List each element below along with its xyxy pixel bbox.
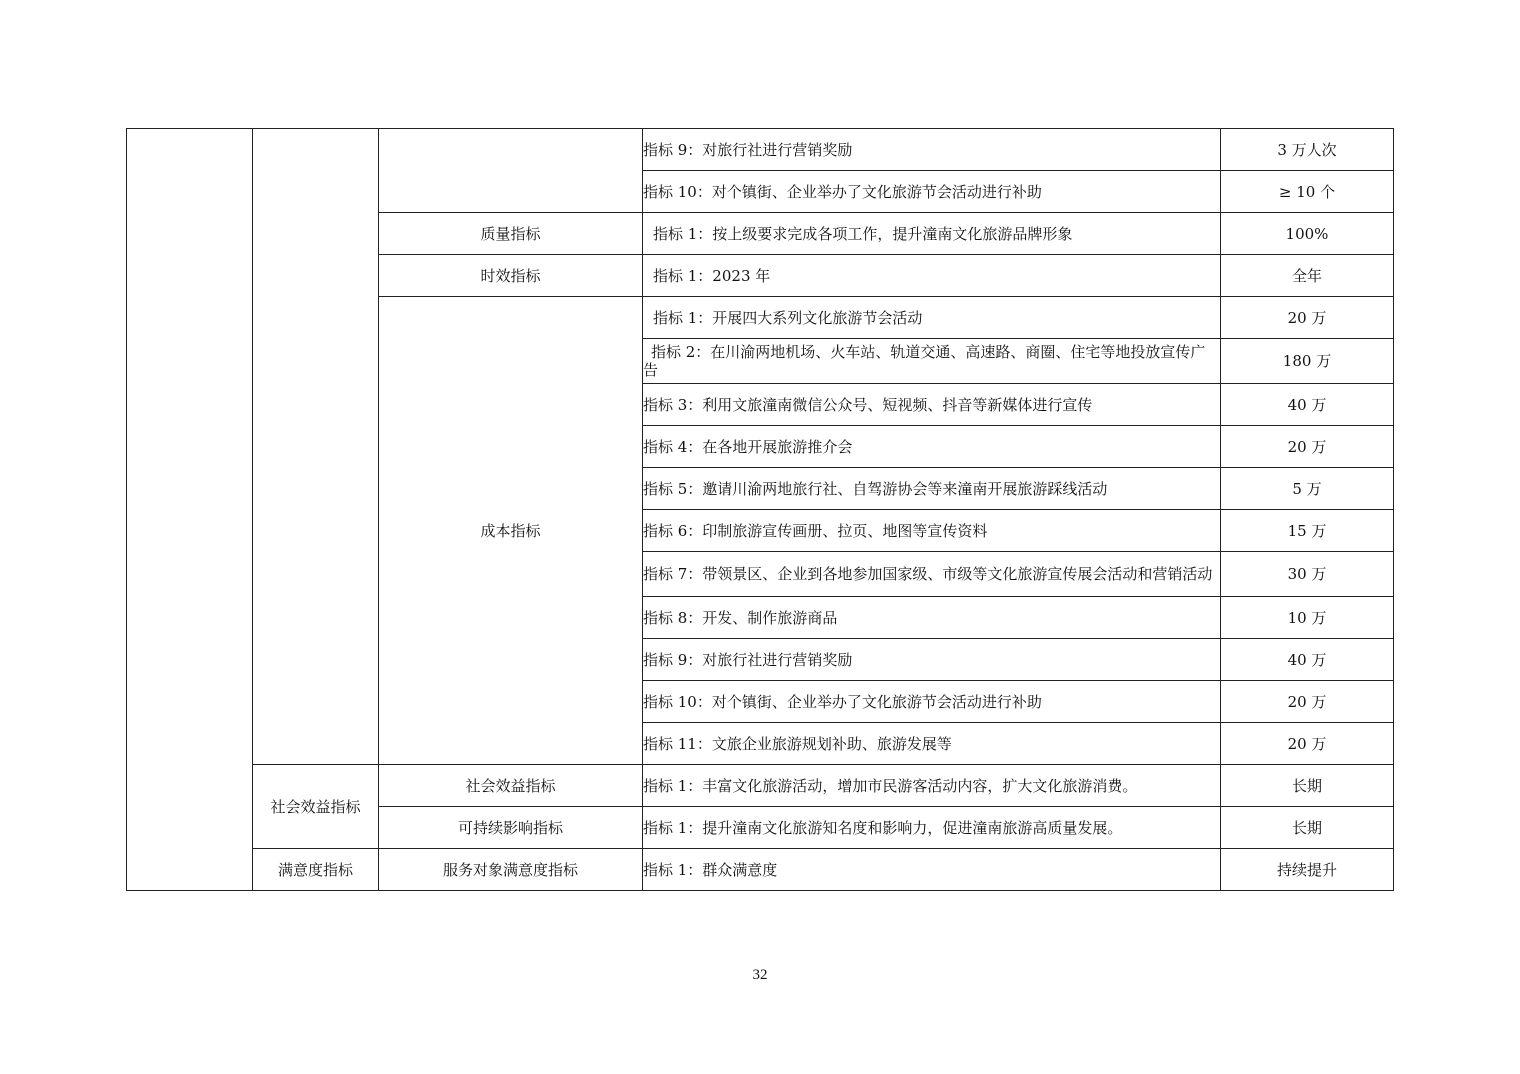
- indicator-cell: 指标 6：印制旅游宣传画册、拉页、地图等宣传资料: [643, 510, 1221, 552]
- indicator-cell: 指标 1：提升潼南文化旅游知名度和影响力，促进潼南旅游高质量发展。: [643, 807, 1221, 849]
- page-number: 32: [752, 967, 768, 983]
- indicator-cell: 指标 1：群众满意度: [643, 849, 1221, 891]
- benefit-label: 社会效益指标: [253, 765, 379, 849]
- value-cell: 180 万: [1221, 339, 1394, 384]
- indicator-cell: 指标 8：开发、制作旅游商品: [643, 597, 1221, 639]
- indicator-cell: 指标 10：对个镇街、企业举办了文化旅游节会活动进行补助: [643, 681, 1221, 723]
- indicator-cell: 指标 11：文旅企业旅游规划补助、旅游发展等: [643, 723, 1221, 765]
- indicator-cell: 指标 3：利用文旅潼南微信公众号、短视频、抖音等新媒体进行宣传: [643, 384, 1221, 426]
- table-row: [127, 765, 1394, 807]
- table-row: [127, 849, 1394, 891]
- value-cell: 40 万: [1221, 384, 1394, 426]
- indicator-cell: 指标 9：对旅行社进行营销奖励: [643, 129, 1221, 171]
- indicator-cell: 指标 1：开展四大系列文化旅游节会活动: [643, 297, 1221, 339]
- value-cell: 5 万: [1221, 468, 1394, 510]
- social-benefit-label: 社会效益指标: [379, 765, 643, 807]
- value-cell: 20 万: [1221, 426, 1394, 468]
- performance-indicator-table: [126, 128, 1394, 891]
- timeliness-label: 时效指标: [379, 255, 643, 297]
- table-row: [127, 129, 1394, 171]
- quality-label: 质量指标: [379, 213, 643, 255]
- value-cell: 持续提升: [1221, 849, 1394, 891]
- cost-label: 成本指标: [379, 297, 643, 765]
- indicator-cell: 指标 5：邀请川渝两地旅行社、自驾游协会等来潼南开展旅游踩线活动: [643, 468, 1221, 510]
- value-cell: 100%: [1221, 213, 1394, 255]
- value-cell: 20 万: [1221, 297, 1394, 339]
- indicator-text: 指标 2：在川渝两地机场、火车站、轨道交通、高速路、商圈、住宅等地投放宣传广告: [643, 343, 1206, 379]
- level2-cell-empty: [379, 129, 643, 213]
- indicator-cell: 指标 4：在各地开展旅游推介会: [643, 426, 1221, 468]
- value-cell: 20 万: [1221, 681, 1394, 723]
- value-cell: 10 万: [1221, 597, 1394, 639]
- value-cell: 3 万人次: [1221, 129, 1394, 171]
- category-cell-empty: [127, 129, 253, 891]
- value-cell: 长期: [1221, 765, 1394, 807]
- satisfaction-sublabel: 服务对象满意度指标: [379, 849, 643, 891]
- indicator-cell: 指标 1：丰富文化旅游活动，增加市民游客活动内容，扩大文化旅游消费。: [643, 765, 1221, 807]
- indicator-cell: 指标 7：带领景区、企业到各地参加国家级、市级等文化旅游宣传展会活动和营销活动: [643, 552, 1221, 597]
- indicator-cell: 指标 1：按上级要求完成各项工作，提升潼南文化旅游品牌形象: [643, 213, 1221, 255]
- value-cell: 15 万: [1221, 510, 1394, 552]
- level1-cell-empty: [253, 129, 379, 765]
- sustainable-label: 可持续影响指标: [379, 807, 643, 849]
- indicator-cell: 指标 9：对旅行社进行营销奖励: [643, 639, 1221, 681]
- indicator-cell: 指标 10：对个镇街、企业举办了文化旅游节会活动进行补助: [643, 171, 1221, 213]
- value-cell: 30 万: [1221, 552, 1394, 597]
- indicator-cell: 指标 1：2023 年: [643, 255, 1221, 297]
- value-cell: 全年: [1221, 255, 1394, 297]
- value-cell: 40 万: [1221, 639, 1394, 681]
- value-cell: 长期: [1221, 807, 1394, 849]
- satisfaction-label: 满意度指标: [253, 849, 379, 891]
- value-cell: 20 万: [1221, 723, 1394, 765]
- value-cell: ≥ 10 个: [1221, 171, 1394, 213]
- indicator-cell: [643, 339, 1221, 384]
